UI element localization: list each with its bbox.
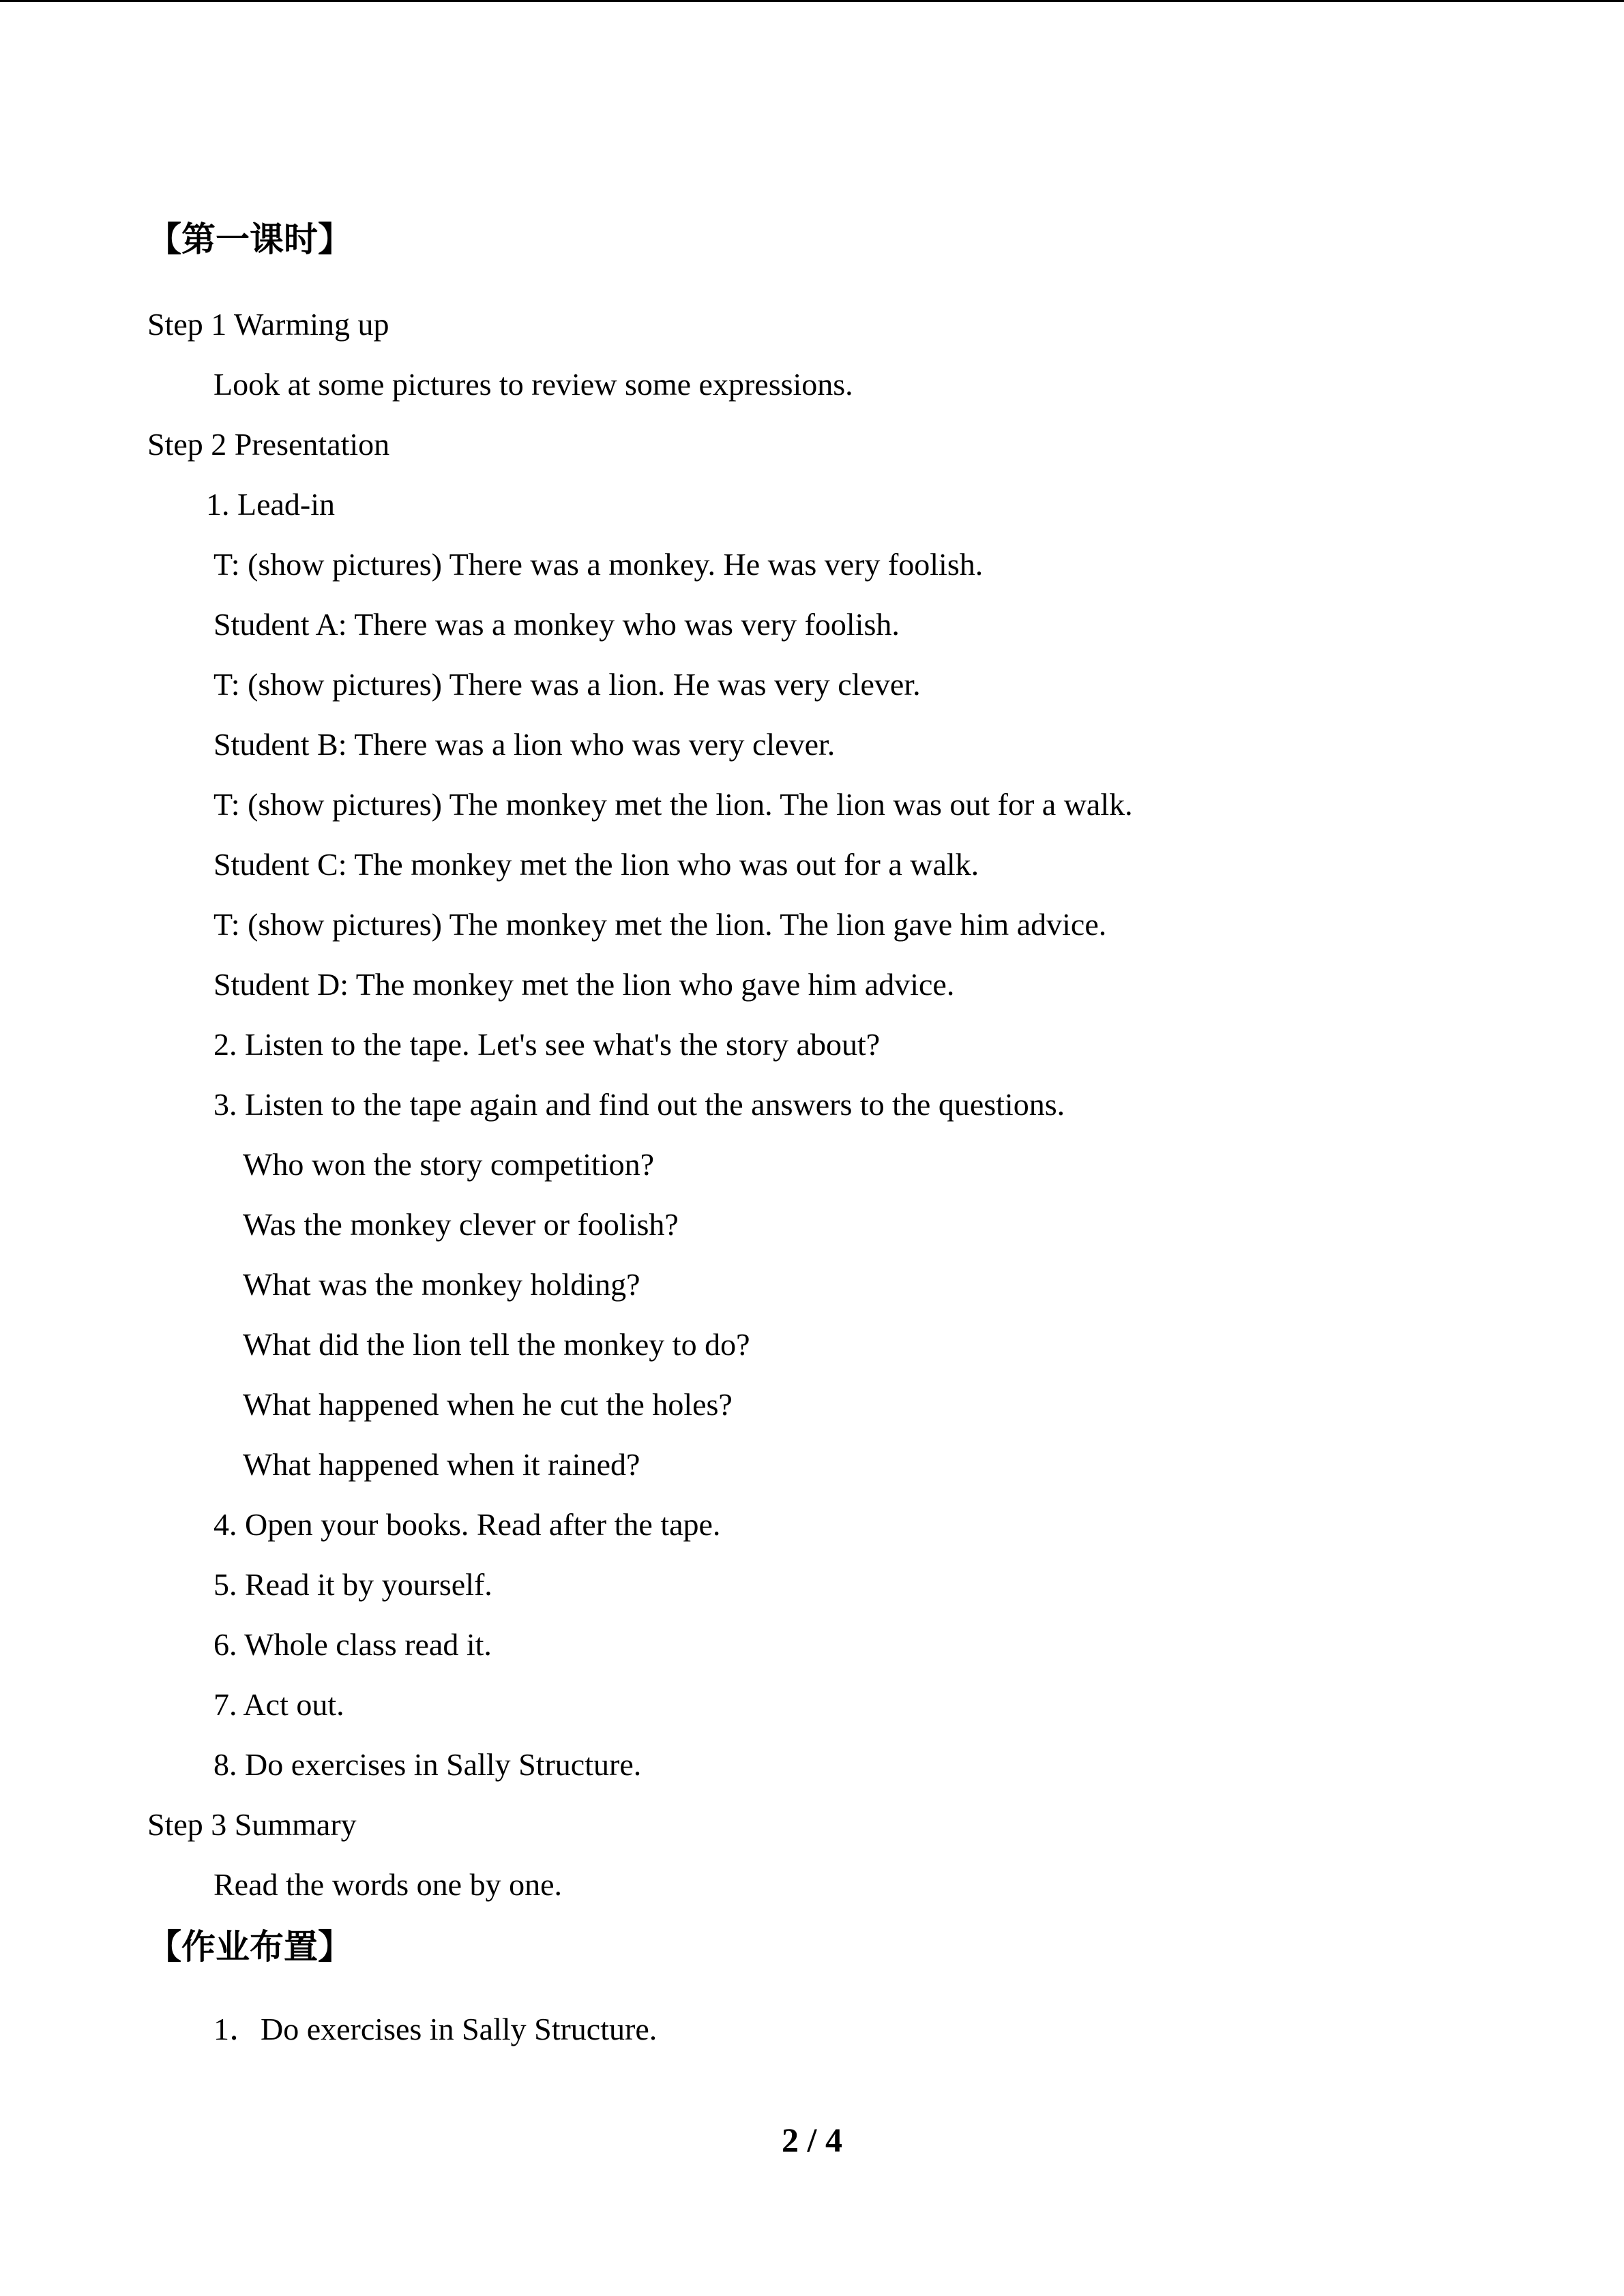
numbered-item: 7. Act out. [213, 1687, 344, 1722]
step2-title: Step 2 Presentation [147, 427, 390, 462]
homework-item: 1．Do exercises in Sally Structure. [213, 2012, 658, 2046]
step1-text: Look at some pictures to review some expressions. [213, 367, 853, 402]
question-line: Who won the story competition? [243, 1147, 654, 1182]
numbered-item: 5. Read it by yourself. [213, 1567, 492, 1602]
question-line: What was the monkey holding? [243, 1267, 640, 1302]
lead-in-item: 1. Lead-in [206, 487, 336, 522]
question-line: What happened when he cut the holes? [243, 1387, 733, 1422]
dialogue-line: Student D: The monkey met the lion who gave him advice. [213, 967, 955, 1002]
listen-again-item: 3. Listen to the tape again and find out the answers to the questions. [213, 1087, 1065, 1122]
numbered-item: 4. Open your books. Read after the tape. [213, 1507, 721, 1542]
question-line: What happened when it rained? [243, 1447, 640, 1482]
dialogue-line: T: (show pictures) The monkey met the lion. The lion gave him advice. [213, 907, 1107, 942]
numbered-item: 8. Do exercises in Sally Structure. [213, 1747, 642, 1782]
homework-heading: 【作业布置】 [147, 1927, 352, 1967]
listen-item: 2. Listen to the tape. Let's see what's the story about? [213, 1027, 881, 1062]
dialogue-line: Student B: There was a lion who was very clever. [213, 727, 836, 762]
dialogue-line: Student C: The monkey met the lion who was out for a walk. [213, 847, 979, 882]
dialogue-line: Student A: There was a monkey who was very foolish. [213, 607, 900, 642]
numbered-item: 6. Whole class read it. [213, 1627, 492, 1662]
question-line: What did the lion tell the monkey to do? [243, 1327, 750, 1362]
step1-title: Step 1 Warming up [147, 307, 389, 342]
step3-title: Step 3 Summary [147, 1807, 357, 1842]
page-number: 2 / 4 [782, 2121, 842, 2159]
lesson-heading: 【第一课时】 [147, 220, 352, 259]
dialogue-line: T: (show pictures) There was a lion. He was very clever. [213, 667, 921, 702]
question-line: Was the monkey clever or foolish? [243, 1207, 679, 1242]
step3-text: Read the words one by one. [213, 1867, 562, 1902]
dialogue-line: T: (show pictures) The monkey met the lion. The lion was out for a walk. [213, 787, 1133, 822]
dialogue-line: T: (show pictures) There was a monkey. He was very foolish. [213, 547, 984, 582]
